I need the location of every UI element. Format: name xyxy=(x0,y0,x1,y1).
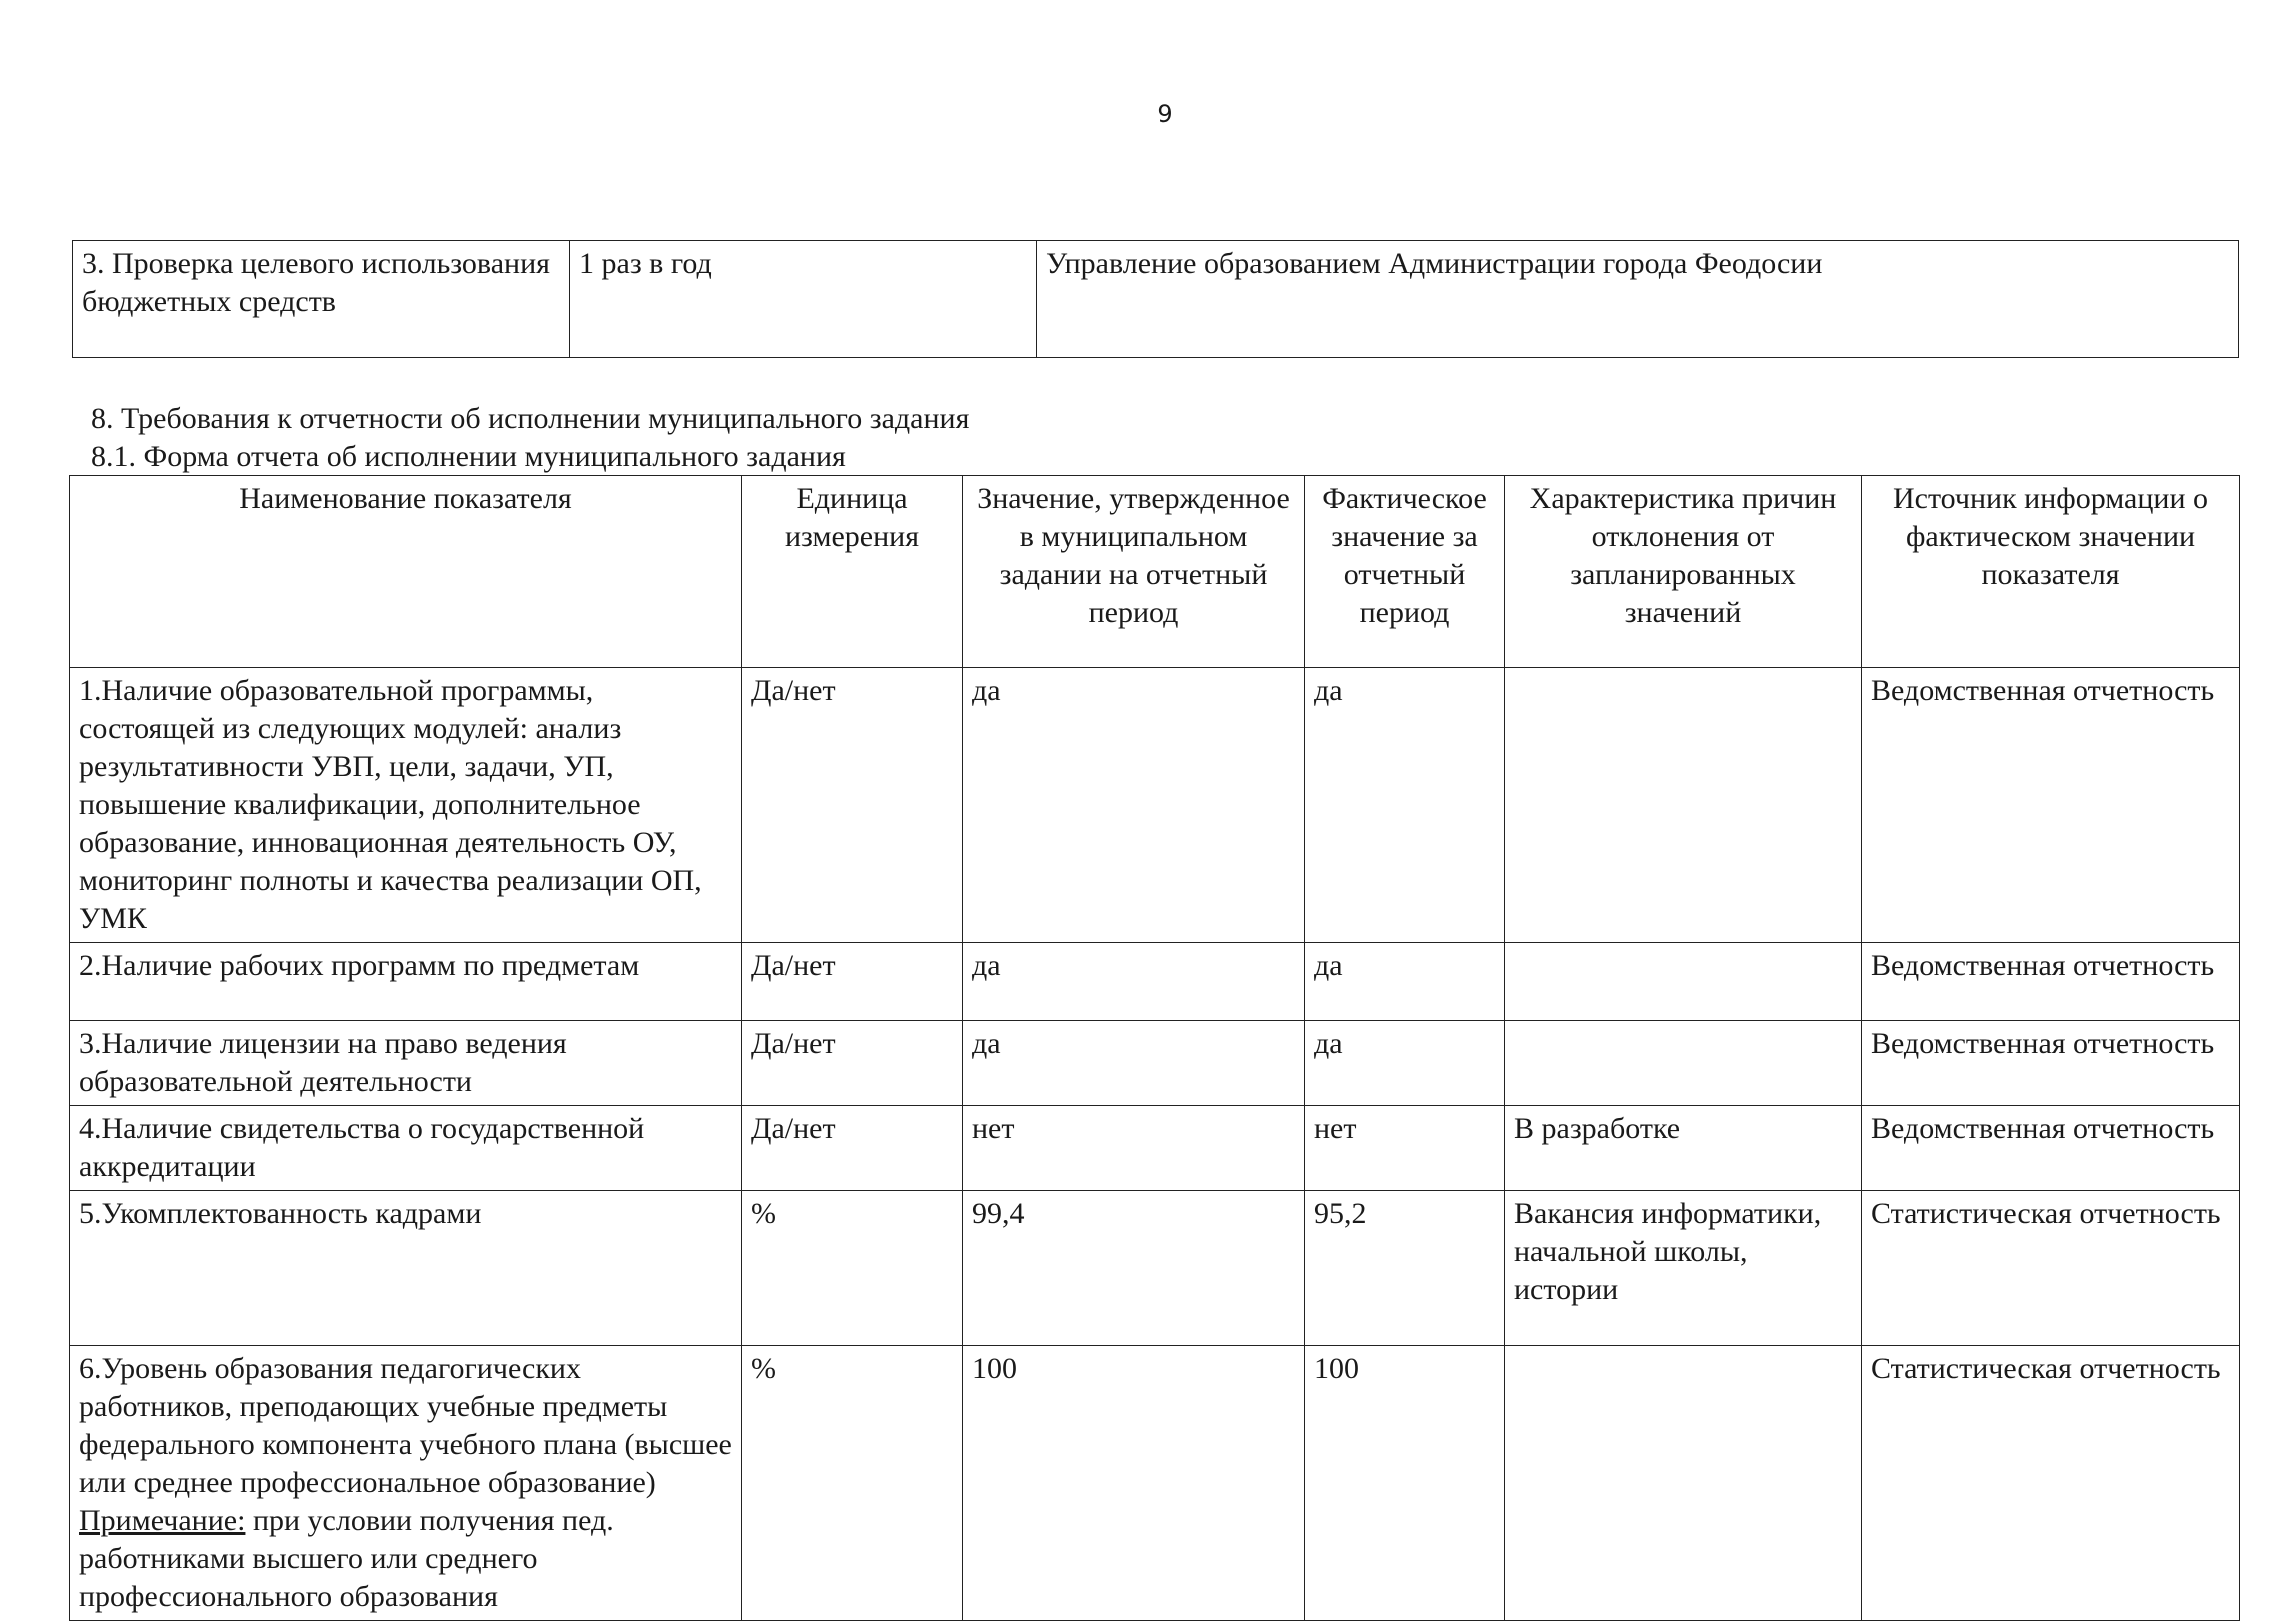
section-heading: 8. Требования к отчетности об исполнении муниципального задания xyxy=(91,402,970,435)
unit-cell: Да/нет xyxy=(742,1106,963,1191)
header-info-source: Источник информации о фактическом значении показателя xyxy=(1862,476,2240,668)
planned-value-cell: 99,4 xyxy=(963,1191,1305,1346)
actual-value-cell: да xyxy=(1305,668,1505,943)
control-form-cell: 3. Проверка целевого использования бюджетных средств xyxy=(73,241,570,358)
section-subheading: 8.1. Форма отчета об исполнении муниципального задания xyxy=(91,440,846,473)
info-source-cell: Ведомственная отчетность xyxy=(1862,943,2240,1021)
table-header-row xyxy=(70,476,2240,668)
unit-cell: % xyxy=(742,1191,963,1346)
indicator-name-cell: 4.Наличие свидетельства о государственной аккредитации xyxy=(70,1106,742,1191)
note-label: Примечание: xyxy=(79,1504,246,1537)
unit-cell: Да/нет xyxy=(742,943,963,1021)
unit-cell: Да/нет xyxy=(742,1021,963,1106)
header-actual-value: Фактическое значение за отчетный период xyxy=(1305,476,1505,668)
info-source-cell: Ведомственная отчетность xyxy=(1862,668,2240,943)
table-row xyxy=(70,1191,2240,1346)
header-planned-value: Значение, утвержденное в муниципальном задании на отчетный период xyxy=(963,476,1305,668)
deviation-reason-cell xyxy=(1505,1021,1862,1106)
planned-value-cell: да xyxy=(963,943,1305,1021)
indicator-name-cell xyxy=(70,1346,742,1621)
indicator-name-cell: 2.Наличие рабочих программ по предметам xyxy=(70,943,742,1021)
info-source-cell: Ведомственная отчетность xyxy=(1862,1106,2240,1191)
table-row xyxy=(73,241,2239,358)
planned-value-cell: нет xyxy=(963,1106,1305,1191)
header-unit: Единица измерения xyxy=(742,476,963,668)
info-source-cell: Статистическая отчетность xyxy=(1862,1346,2240,1621)
table-row xyxy=(70,943,2240,1021)
note-text: при условии получения пед. работниками высшего или среднего профессионального образования xyxy=(79,1504,614,1613)
control-frequency-cell: 1 раз в год xyxy=(570,241,1037,358)
page-number: 9 xyxy=(1157,100,1173,128)
indicator-name-cell: 1.Наличие образовательной программы, состоящей из следующих модулей: анализ результативности УВП, цели, задачи, УП, повышение квалификации, дополнительное образование, инновационная деятельность ОУ, мониторинг полноты и качества реализации ОП, УМК xyxy=(70,668,742,943)
table-row xyxy=(70,668,2240,943)
table-row xyxy=(70,1346,2240,1621)
unit-cell: Да/нет xyxy=(742,668,963,943)
deviation-reason-cell: Вакансия информатики, начальной школы, истории xyxy=(1505,1191,1862,1346)
planned-value-cell: 100 xyxy=(963,1346,1305,1621)
indicator-name-cell: 5.Укомплектованность кадрами xyxy=(70,1191,742,1346)
deviation-reason-cell xyxy=(1505,1346,1862,1621)
actual-value-cell: да xyxy=(1305,943,1505,1021)
table-row xyxy=(70,1021,2240,1106)
control-authority-cell: Управление образованием Администрации города Феодосии xyxy=(1037,241,2239,358)
planned-value-cell: да xyxy=(963,668,1305,943)
planned-value-cell: да xyxy=(963,1021,1305,1106)
indicator-name-cell: 3.Наличие лицензии на право ведения образовательной деятельности xyxy=(70,1021,742,1106)
actual-value-cell: 100 xyxy=(1305,1346,1505,1621)
deviation-reason-cell xyxy=(1505,943,1862,1021)
table-row xyxy=(70,1106,2240,1191)
deviation-reason-cell xyxy=(1505,668,1862,943)
actual-value-cell: да xyxy=(1305,1021,1505,1106)
header-deviation-reason: Характеристика причин отклонения от запланированных значений xyxy=(1505,476,1862,668)
actual-value-cell: нет xyxy=(1305,1106,1505,1191)
info-source-cell: Статистическая отчетность xyxy=(1862,1191,2240,1346)
actual-value-cell: 95,2 xyxy=(1305,1191,1505,1346)
deviation-reason-cell: В разработке xyxy=(1505,1106,1862,1191)
header-indicator-name: Наименование показателя xyxy=(70,476,742,668)
unit-cell: % xyxy=(742,1346,963,1621)
control-table xyxy=(72,240,2239,358)
report-table xyxy=(69,475,2240,1621)
indicator-name-text: 6.Уровень образования педагогических работников, преподающих учебные предметы федерального компонента учебного плана (высшее или среднее профессиональное образование) xyxy=(79,1352,732,1499)
info-source-cell: Ведомственная отчетность xyxy=(1862,1021,2240,1106)
